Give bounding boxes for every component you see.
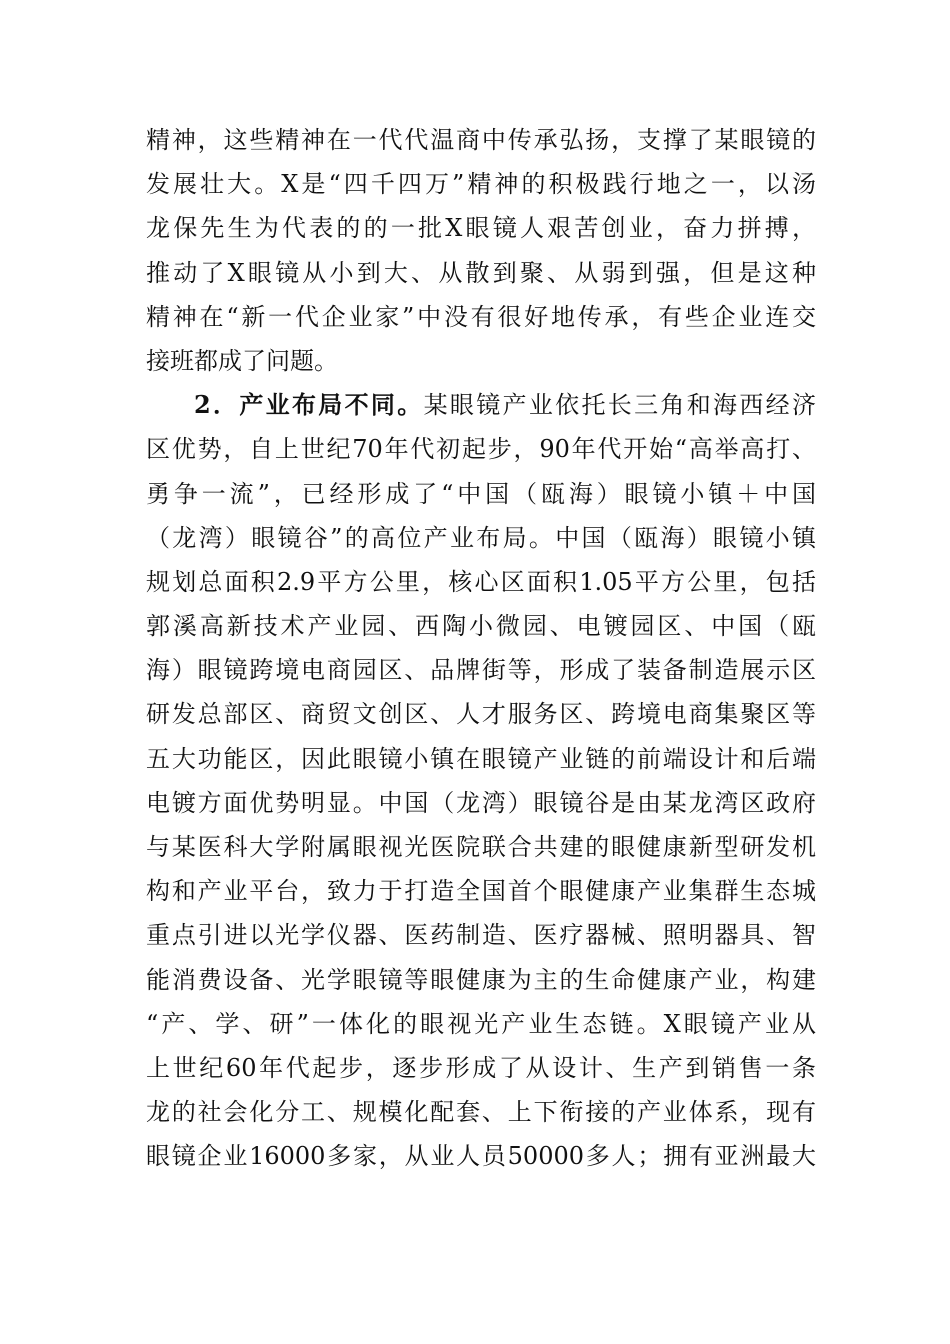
text-line: 推动了X眼镜从小到大、从散到聚、从弱到强，但是这种 (146, 258, 816, 287)
text-line: （龙湾）眼镜谷”的高位产业布局。中国（瓯海）眼镜小镇 (146, 523, 816, 552)
text-line: 电镀方面优势明显。中国（龙湾）眼镜谷是由某龙湾区政府 (146, 788, 816, 817)
text-line: “产、学、研”一体化的眼视光产业生态链。X眼镜产业从 (146, 1009, 816, 1038)
text-line: 龙保先生为代表的的一批X眼镜人艰苦创业，奋力拼搏， (146, 214, 816, 243)
text-line: 构和产业平台，致力于打造全国首个眼健康产业集群生态城 (146, 877, 816, 906)
text-line: 重点引进以光学仪器、医药制造、医疗器械、照明器具、智 (146, 921, 816, 950)
text-span: 某眼镜产业依托长三角和海西经济 (423, 391, 817, 420)
text-line: 发展壮大。X是“四千四万”精神的积极践行地之一，以汤 (146, 170, 816, 199)
text-line: 接班都成了问题。 (146, 346, 338, 375)
text-line: 规划总面积2.9平方公里，核心区面积1.05平方公里，包括 (146, 567, 816, 596)
text-line: 五大功能区，因此眼镜小镇在眼镜产业链的前端设计和后端 (146, 744, 816, 773)
paragraph-1 (146, 118, 816, 383)
text-line: 上世纪60年代起步，逐步形成了从设计、生产到销售一条 (146, 1053, 816, 1082)
text-line: 研发总部区、商贸文创区、人才服务区、跨境电商集聚区等 (146, 700, 816, 729)
text-line: 精神在“新一代企业家”中没有很好地传承，有些企业连交 (146, 302, 816, 331)
text-line: 海）眼镜跨境电商园区、品牌街等，形成了装备制造展示区 (146, 656, 816, 685)
document-body (146, 118, 816, 1179)
text-line: 勇争一流”，已经形成了“中国（瓯海）眼镜小镇＋中国 (146, 479, 816, 508)
text-line: 与某医科大学附属眼视光医院联合共建的眼健康新型研发机 (146, 833, 816, 861)
text-line: 区优势，自上世纪70年代初起步，90年代开始“高举高打、 (146, 435, 816, 464)
paragraph-2 (146, 383, 816, 1178)
text-line: 龙的社会化分工、规模化配套、上下衔接的产业体系，现有 (146, 1098, 816, 1127)
text-line: 能消费设备、光学眼镜等眼健康为主的生命健康产业，构建 (146, 965, 816, 994)
text-line: 精神，这些精神在一代代温商中传承弘扬，支撑了某眼镜的 (146, 126, 816, 154)
paragraph-first-line (146, 383, 816, 427)
text-line: 眼镜企业16000多家，从业人员50000多人；拥有亚洲最大 (146, 1142, 816, 1171)
section-heading: 2．产业布局不同。 (194, 390, 424, 420)
text-line: 郭溪高新技术产业园、西陶小微园、电镀园区、中国（瓯 (146, 612, 816, 641)
